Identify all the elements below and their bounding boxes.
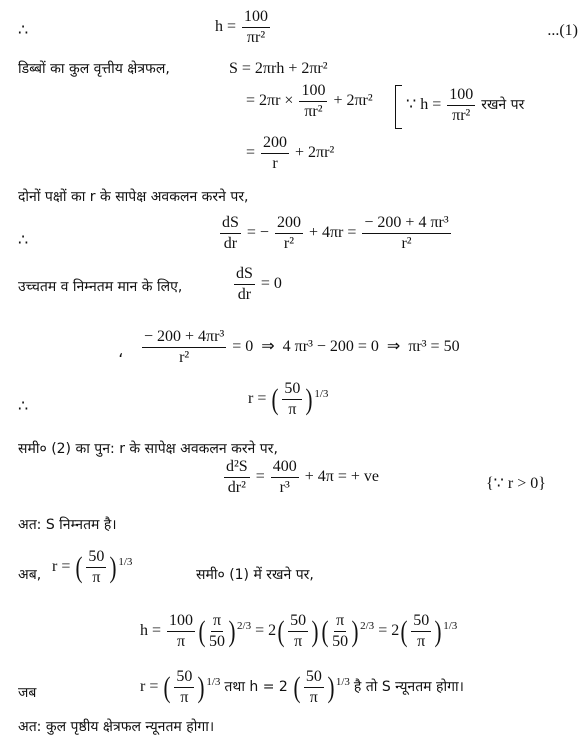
equation-derivative: $\frac{dS}{dr}$ = − $\frac{200}{\text{r²}}$ + 4πr = $\frac{\text{− 200 + 4 πr³}}{\text{r²}}$	[222, 214, 449, 252]
equation-second-derivative: $\frac{\text{d²S}}{\text{dr²}}$ = $\frac{400}{\text{r³}}$ + 4π = + ve	[226, 458, 379, 496]
fraction: $\frac{dS}{dr}$	[236, 265, 253, 303]
therefore-symbol: ∴	[18, 398, 29, 415]
equation-step: = 2πr × $\frac{100}{\text{πr²}}$ + 2πr²	[246, 82, 373, 120]
text-line: अत: S निम्नतम है।	[18, 517, 117, 533]
condition-note: {∵ r > 0}	[486, 475, 546, 492]
substitution-note: ∵ h = $\frac{100}{\text{πr²}}$ रखने पर	[406, 86, 525, 124]
fraction: $\frac{200}{r}$	[263, 134, 288, 172]
text-line: उच्चतम व निम्नतम मान के लिए,	[18, 279, 183, 295]
equation-conclusion: r = ( $\frac{50}{\pi}$ ) $^{1/3}$ तथा h = 2 ( $\frac{50}{\pi}$ ) $^{1/3}$ है तो S न्यूनतम होगा।	[140, 668, 464, 706]
fraction: $\frac{200}{\text{r²}}$	[276, 214, 301, 252]
text-line: जब	[18, 685, 37, 701]
text-line: डिब्बों का कुल वृत्तीय क्षेत्रफल,	[18, 61, 170, 77]
equation-lhs: h =	[215, 18, 237, 36]
equation-number: ...(1)	[547, 22, 578, 39]
fraction: $\frac{dS}{dr}$	[222, 214, 239, 252]
fraction: $\frac{100}{\pi}$	[169, 612, 194, 650]
equation-substitute: r = ( $\frac{50}{\pi}$ ) $^{1/3}$	[52, 548, 133, 586]
equation-1	[215, 8, 272, 47]
equation-solve: $\frac{\text{− 200 + 4πr³}}{\text{r²}}$ = 0 ⇒ 4 πr³ − 200 = 0 ⇒ πr³ = 50	[144, 328, 460, 366]
fraction: $\frac{\text{d²S}}{\text{dr²}}$	[226, 458, 248, 496]
fraction: $\frac{\text{− 200 + 4 πr³}}{\text{r²}}$	[364, 214, 449, 252]
fraction: $\frac{50}{\pi}$	[284, 380, 301, 418]
equation-condition: $\frac{dS}{dr}$ = 0	[236, 265, 282, 303]
text-line: समी० (1) में रखने पर,	[196, 567, 314, 583]
equation-step: = $\frac{200}{r}$ + 2πr²	[246, 134, 335, 172]
fraction: $\frac{50}{\pi}$	[413, 612, 430, 650]
comma: ،	[118, 344, 124, 361]
text-line: अत: कुल पृष्ठीय क्षेत्रफल न्यूनतम होगा।	[18, 719, 215, 735]
equation-h: h = $\frac{100}{\pi}$ ( $\frac{\pi}{50}$ ) $^{2/3}$ = 2( $\frac{50}{\pi}$ ) ( $\frac{\pi}{50}$ ) $^{2/3}$ = 2( $\frac{50}{\pi}$ ) $^{1/3}$	[140, 612, 458, 650]
equation-r: r = ( $\frac{50}{\pi}$ ) $^{1/3}$	[248, 380, 329, 418]
fraction: $\frac{100}{\text{πr²}}$	[301, 82, 326, 120]
text-line: समी० (2) का पुन: r के सापेक्ष अवकलन करने पर,	[18, 441, 278, 457]
fraction: $\frac{50}{\pi}$	[290, 612, 307, 650]
fraction: $\frac{50}{\pi}$	[305, 668, 322, 706]
fraction: $\frac{100}{\text{πr²}}$	[449, 86, 474, 124]
fraction: $\frac{50}{\pi}$	[88, 548, 105, 586]
equation-surface-area: S = 2πrh + 2πr²	[229, 60, 328, 77]
fraction: $\frac{\pi}{50}$	[332, 612, 349, 650]
text-line: दोनों पक्षों का r के सापेक्ष अवकलन करने पर,	[18, 189, 249, 205]
fraction: $\frac{\pi}{50}$	[209, 612, 226, 650]
fraction: $\frac{400}{\text{r³}}$	[272, 458, 297, 496]
fraction: $\frac{\text{− 200 + 4πr³}}{\text{r²}}$	[144, 328, 225, 366]
therefore-symbol: ∴	[18, 22, 29, 39]
fraction: $\frac{100}{\text{πr²}}$	[244, 8, 269, 46]
therefore-symbol: ∴	[18, 232, 29, 249]
text-line: अब,	[18, 567, 42, 583]
fraction: $\frac{50}{\pi}$	[176, 668, 193, 706]
